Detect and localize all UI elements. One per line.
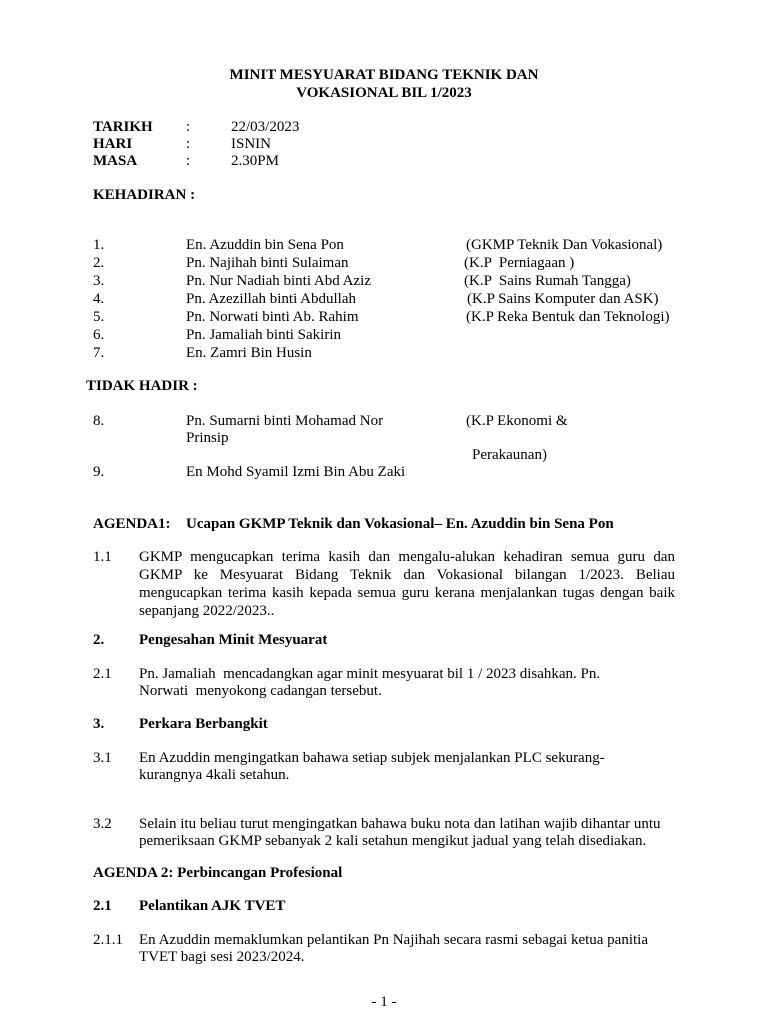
item-text-line: Pn. Jamaliah mencadangkan agar minit mesyuarat bil 1 / 2023 disahkan. Pn. <box>139 666 601 682</box>
meta-separator: : <box>186 119 191 135</box>
attendee-number: 4. <box>93 291 105 307</box>
section-title: Pengesahan Minit Mesyuarat <box>139 632 328 648</box>
item-text-line: pemeriksaan GKMP sebanyak 2 kali setahun mengikut jadual yang telah disediakan. <box>139 833 647 849</box>
attendee-number: 1. <box>93 237 105 253</box>
meta-value-tarikh: 22/03/2023 <box>231 119 300 135</box>
item-1-1-paragraph: GKMP mengucapkan terima kasih dan mengalu-alukan kehadiran semua guru dan GKMP ke Mesyuarat Bidang Teknik dan Vokasional bilangan 1/2023. Beliau mengucapkan terima kasih kepada semua guru kerana menjalankan tugas dengan baik sepanjang 2022/2023.. <box>139 549 675 619</box>
agenda-2-title: AGENDA 2: Perbincangan Profesional <box>93 865 343 881</box>
meta-separator: : <box>186 136 191 152</box>
attendee-role: (GKMP Teknik Dan Vokasional) <box>466 237 663 253</box>
meta-label-masa: MASA <box>93 153 138 169</box>
section-number: 2. <box>93 632 105 648</box>
item-text-line: En Azuddin mengingatkan bahawa setiap subjek menjalankan PLC sekurang- <box>139 750 605 766</box>
attendee-number: 3. <box>93 273 105 289</box>
item-number: 3.2 <box>93 816 112 832</box>
attendee-role: (K.P Sains Rumah Tangga) <box>464 273 631 289</box>
attendee-number: 7. <box>93 345 105 361</box>
absentee-number: 9. <box>93 464 105 480</box>
absentee-name: En Mohd Syamil Izmi Bin Abu Zaki <box>186 464 406 480</box>
absentee-number: 8. <box>93 413 105 429</box>
item-number: 2.1 <box>93 666 112 682</box>
absentee-role: (K.P Ekonomi & <box>466 413 568 429</box>
attendance-heading: KEHADIRAN : <box>93 187 196 203</box>
item-text-line: TVET bagi sesi 2023/2024. <box>139 949 305 965</box>
agenda-1-title: Ucapan GKMP Teknik dan Vokasional– En. Azuddin bin Sena Pon <box>186 516 614 532</box>
meta-value-masa: 2.30PM <box>231 153 279 169</box>
attendee-name: Pn. Azezillah binti Abdullah <box>186 291 356 307</box>
meta-value-hari: ISNIN <box>231 136 271 152</box>
item-number: 1.1 <box>93 549 112 565</box>
meta-label-hari: HARI <box>93 136 133 152</box>
attendee-number: 6. <box>93 327 105 343</box>
item-text-line: En Azuddin memaklumkan pelantikan Pn Najihah secara rasmi sebagai ketua panitia <box>139 932 649 948</box>
attendee-number: 5. <box>93 309 105 325</box>
absentee-name: Pn. Sumarni binti Mohamad Nor <box>186 413 384 429</box>
item-number: 3.1 <box>93 750 112 766</box>
section-title: Perkara Berbangkit <box>139 716 268 732</box>
item-text-line: Norwati menyokong cadangan tersebut. <box>139 683 382 699</box>
attendee-name: Pn. Nur Nadiah binti Abd Aziz <box>186 273 371 289</box>
agenda-1-label: AGENDA1: <box>93 516 171 532</box>
meta-label-tarikh: TARIKH <box>93 119 153 135</box>
attendee-name: Pn. Najihah binti Sulaiman <box>186 255 349 271</box>
item-text-line: kurangnya 4kali setahun. <box>139 767 290 783</box>
attendee-role: (K.P Perniagaan ) <box>464 255 575 271</box>
item-number: 2.1.1 <box>93 932 123 948</box>
section-title: Pelantikan AJK TVET <box>139 898 286 914</box>
absent-heading: TIDAK HADIR : <box>86 378 198 394</box>
attendee-role: (K.P Reka Bentuk dan Teknologi) <box>466 309 670 325</box>
section-number: 3. <box>93 716 105 732</box>
item-text-line: Selain itu beliau turut mengingatkan bahawa buku nota dan latihan wajib dihantar untu <box>139 816 661 832</box>
attendee-role: (K.P Sains Komputer dan ASK) <box>467 291 659 307</box>
document-title-line-2: VOKASIONAL BIL 1/2023 <box>296 85 472 101</box>
meta-separator: : <box>186 153 191 169</box>
attendee-name: En. Zamri Bin Husin <box>186 345 312 361</box>
attendee-name: Pn. Jamaliah binti Sakirin <box>186 327 341 343</box>
attendee-name: En. Azuddin bin Sena Pon <box>186 237 344 253</box>
absentee-name-continuation: Prinsip <box>186 430 229 446</box>
document-title-line-1: MINIT MESYUARAT BIDANG TEKNIK DAN <box>229 67 539 83</box>
page-number: - 1 - <box>371 994 397 1010</box>
attendee-name: Pn. Norwati binti Ab. Rahim <box>186 309 359 325</box>
section-number: 2.1 <box>93 898 112 914</box>
attendee-number: 2. <box>93 255 105 271</box>
absentee-role-continuation: Perakaunan) <box>472 447 547 463</box>
